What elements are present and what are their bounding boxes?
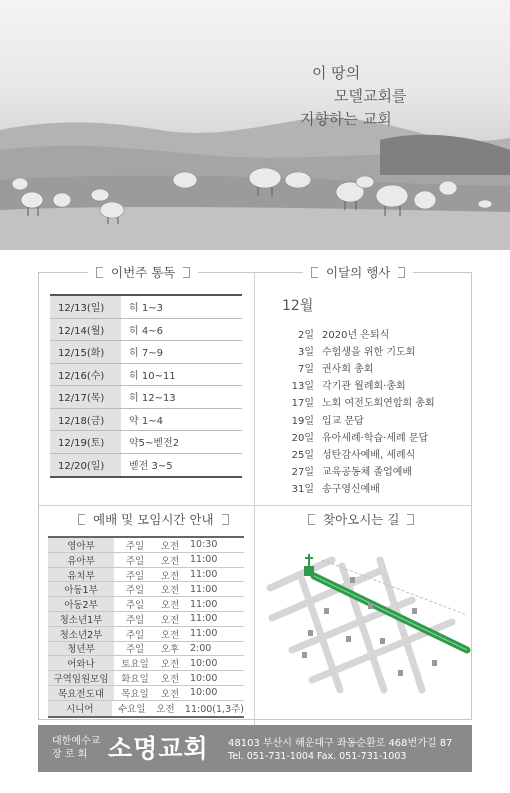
- reading-date: 12/19(토): [50, 431, 121, 453]
- event-text: 입교 문답: [322, 415, 364, 427]
- group-day: 주일: [125, 644, 145, 656]
- reading-date: 12/20(일): [50, 454, 121, 477]
- group-day: 화요일: [121, 674, 149, 686]
- reading-date: 12/17(목): [50, 386, 121, 408]
- group-day: 주일: [125, 629, 145, 641]
- group-day: 토요일: [121, 659, 149, 671]
- table-row: [50, 296, 242, 319]
- row-divider: [38, 505, 472, 506]
- tagline-line-2: 모델교회를: [334, 87, 407, 105]
- directions-title: 찾아오시는 길: [300, 510, 422, 528]
- table-row: [48, 686, 244, 701]
- group-day: 주일: [125, 555, 145, 567]
- event-day: 19일: [291, 415, 314, 427]
- worship-schedule-table: [48, 536, 244, 718]
- group-time: 11:00: [190, 568, 218, 580]
- event-day: 20일: [291, 432, 314, 444]
- weekly-reading-title: 이번주 통독: [88, 263, 198, 281]
- group-ampm: 오전: [160, 629, 180, 641]
- event-day: 25일: [291, 449, 314, 461]
- list-item: [282, 359, 470, 376]
- group-name: 구역임원모임: [48, 671, 114, 685]
- group-name: 유치부: [48, 568, 114, 582]
- events-title: 이달의 행사: [303, 263, 413, 281]
- church-contact: Tel. 051-731-1004 Fax. 051-731-1003: [228, 751, 407, 762]
- event-day: 17일: [291, 398, 314, 410]
- list-item: [282, 393, 470, 410]
- reading-date: 12/14(월): [50, 319, 121, 341]
- footer-bar: [38, 725, 472, 772]
- reading-passage: 벧전 3~5: [129, 461, 173, 473]
- event-text: 노회 여전도회연합회 총회: [322, 398, 435, 410]
- group-ampm: 오전: [160, 659, 180, 671]
- event-text: 성탄감사예배, 세례식: [322, 449, 416, 461]
- event-text: 수험생을 위한 기도회: [322, 347, 416, 359]
- list-item: [282, 376, 470, 393]
- event-day: 2일: [297, 330, 314, 342]
- table-row: [50, 319, 242, 342]
- group-time: 10:00: [190, 657, 218, 669]
- group-ampm: 오전: [160, 585, 180, 597]
- events-month: 12월: [282, 298, 314, 314]
- reading-date: 12/18(금): [50, 409, 121, 431]
- table-row: [48, 642, 244, 657]
- table-row: [50, 431, 242, 454]
- weekly-reading-table: [50, 294, 242, 478]
- group-ampm: 오후: [160, 644, 180, 656]
- group-name: 청소년1부: [48, 612, 114, 626]
- table-row: [48, 582, 244, 597]
- table-row: [48, 627, 244, 642]
- group-ampm: 오전: [160, 674, 180, 686]
- directions-map: [262, 540, 474, 706]
- list-item: [282, 445, 470, 462]
- list-item: [282, 462, 470, 479]
- hero-tagline: [300, 62, 406, 131]
- sheep-field-illustration: [0, 0, 510, 250]
- table-row: [48, 553, 244, 568]
- event-day: 7일: [297, 364, 314, 376]
- table-row: [50, 386, 242, 409]
- tagline-line-3: 지향하는 교회: [300, 110, 392, 128]
- group-time: 11:00: [190, 613, 218, 625]
- group-name: 목요전도대: [48, 686, 114, 700]
- group-name: 어와나: [48, 656, 114, 670]
- list-item: [282, 325, 470, 342]
- group-day: 주일: [125, 540, 145, 552]
- list-item: [282, 479, 470, 496]
- group-name: 유아부: [48, 553, 114, 567]
- table-row: [48, 597, 244, 612]
- group-day: 주일: [125, 614, 145, 626]
- group-time: 11:00: [190, 598, 218, 610]
- event-day: 3일: [297, 347, 314, 359]
- street-map-graphic: [262, 540, 474, 706]
- table-row: [50, 341, 242, 364]
- group-ampm: 오전: [156, 704, 175, 716]
- reading-passage: 히 7~9: [129, 348, 163, 360]
- reading-passage: 약 1~4: [129, 415, 163, 427]
- group-day: 수요일: [117, 704, 146, 716]
- column-divider: [254, 272, 255, 772]
- worship-title: 예배 및 모임시간 안내: [70, 510, 237, 528]
- event-text: 각기관 월례회·총회: [322, 381, 406, 393]
- hero-banner: [0, 0, 510, 250]
- reading-passage: 히 1~3: [129, 303, 163, 315]
- denomination-label: [52, 735, 100, 761]
- group-time: 10:00: [190, 687, 218, 699]
- tagline-line-1: 이 땅의: [312, 64, 361, 82]
- reading-passage: 히 10~11: [129, 370, 176, 382]
- reading-date: 12/13(일): [50, 296, 121, 318]
- group-ampm: 오전: [160, 688, 180, 700]
- list-item: [282, 428, 470, 445]
- table-row: [48, 701, 244, 716]
- group-name: 영아부: [48, 538, 114, 552]
- group-name: 아동1부: [48, 582, 114, 596]
- reading-passage: 약5~벧전2: [129, 438, 180, 450]
- reading-passage: 히 4~6: [129, 325, 163, 337]
- list-item: [282, 410, 470, 427]
- group-time: 11:00: [190, 554, 218, 566]
- group-name: 청년부: [48, 642, 114, 656]
- group-time: 10:30: [190, 539, 218, 551]
- table-row: [48, 612, 244, 627]
- event-text: 권사회 총회: [322, 364, 374, 376]
- group-ampm: 오전: [160, 540, 180, 552]
- event-day: 27일: [291, 466, 314, 478]
- event-day: 13일: [291, 381, 314, 393]
- list-item: [282, 342, 470, 359]
- event-text: 유아세례·학습·세례 문답: [322, 432, 429, 444]
- table-row: [50, 454, 242, 477]
- denomination-line-1: 대한예수교: [52, 736, 101, 747]
- group-time: 10:00: [190, 672, 218, 684]
- group-ampm: 오전: [160, 614, 180, 626]
- group-time: 2:00: [190, 642, 212, 654]
- group-day: 주일: [125, 600, 145, 612]
- group-time: 11:00: [190, 583, 218, 595]
- group-ampm: 오전: [160, 555, 180, 567]
- event-text: 교육공동체 졸업예배: [322, 466, 413, 478]
- group-time: 11:00(1,3주): [184, 704, 244, 716]
- group-day: 주일: [125, 570, 145, 582]
- table-row: [48, 656, 244, 671]
- group-ampm: 오전: [160, 600, 180, 612]
- group-name: 아동2부: [48, 597, 114, 611]
- church-address: 48103 부산시 해운대구 좌동순환로 468번가길 87: [228, 738, 453, 749]
- group-ampm: 오전: [160, 570, 180, 582]
- denomination-line-2: 장 로 회: [52, 749, 88, 760]
- group-day: 주일: [125, 585, 145, 597]
- group-name: 시니어: [48, 701, 112, 716]
- event-text: 2020년 은퇴식: [322, 330, 390, 342]
- group-time: 11:00: [190, 628, 218, 640]
- reading-passage: 히 12~13: [129, 393, 176, 405]
- reading-date: 12/16(수): [50, 364, 121, 386]
- church-name: 소명교회: [108, 734, 209, 763]
- event-text: 송구영신예배: [322, 483, 380, 495]
- table-row: [50, 409, 242, 432]
- event-day: 31일: [291, 483, 314, 495]
- group-name: 청소년2부: [48, 627, 114, 641]
- table-row: [50, 364, 242, 387]
- table-row: [48, 568, 244, 583]
- table-row: [48, 671, 244, 686]
- reading-date: 12/15(화): [50, 341, 121, 363]
- group-day: 목요일: [121, 688, 149, 700]
- table-row: [48, 538, 244, 553]
- events-list: [282, 325, 470, 496]
